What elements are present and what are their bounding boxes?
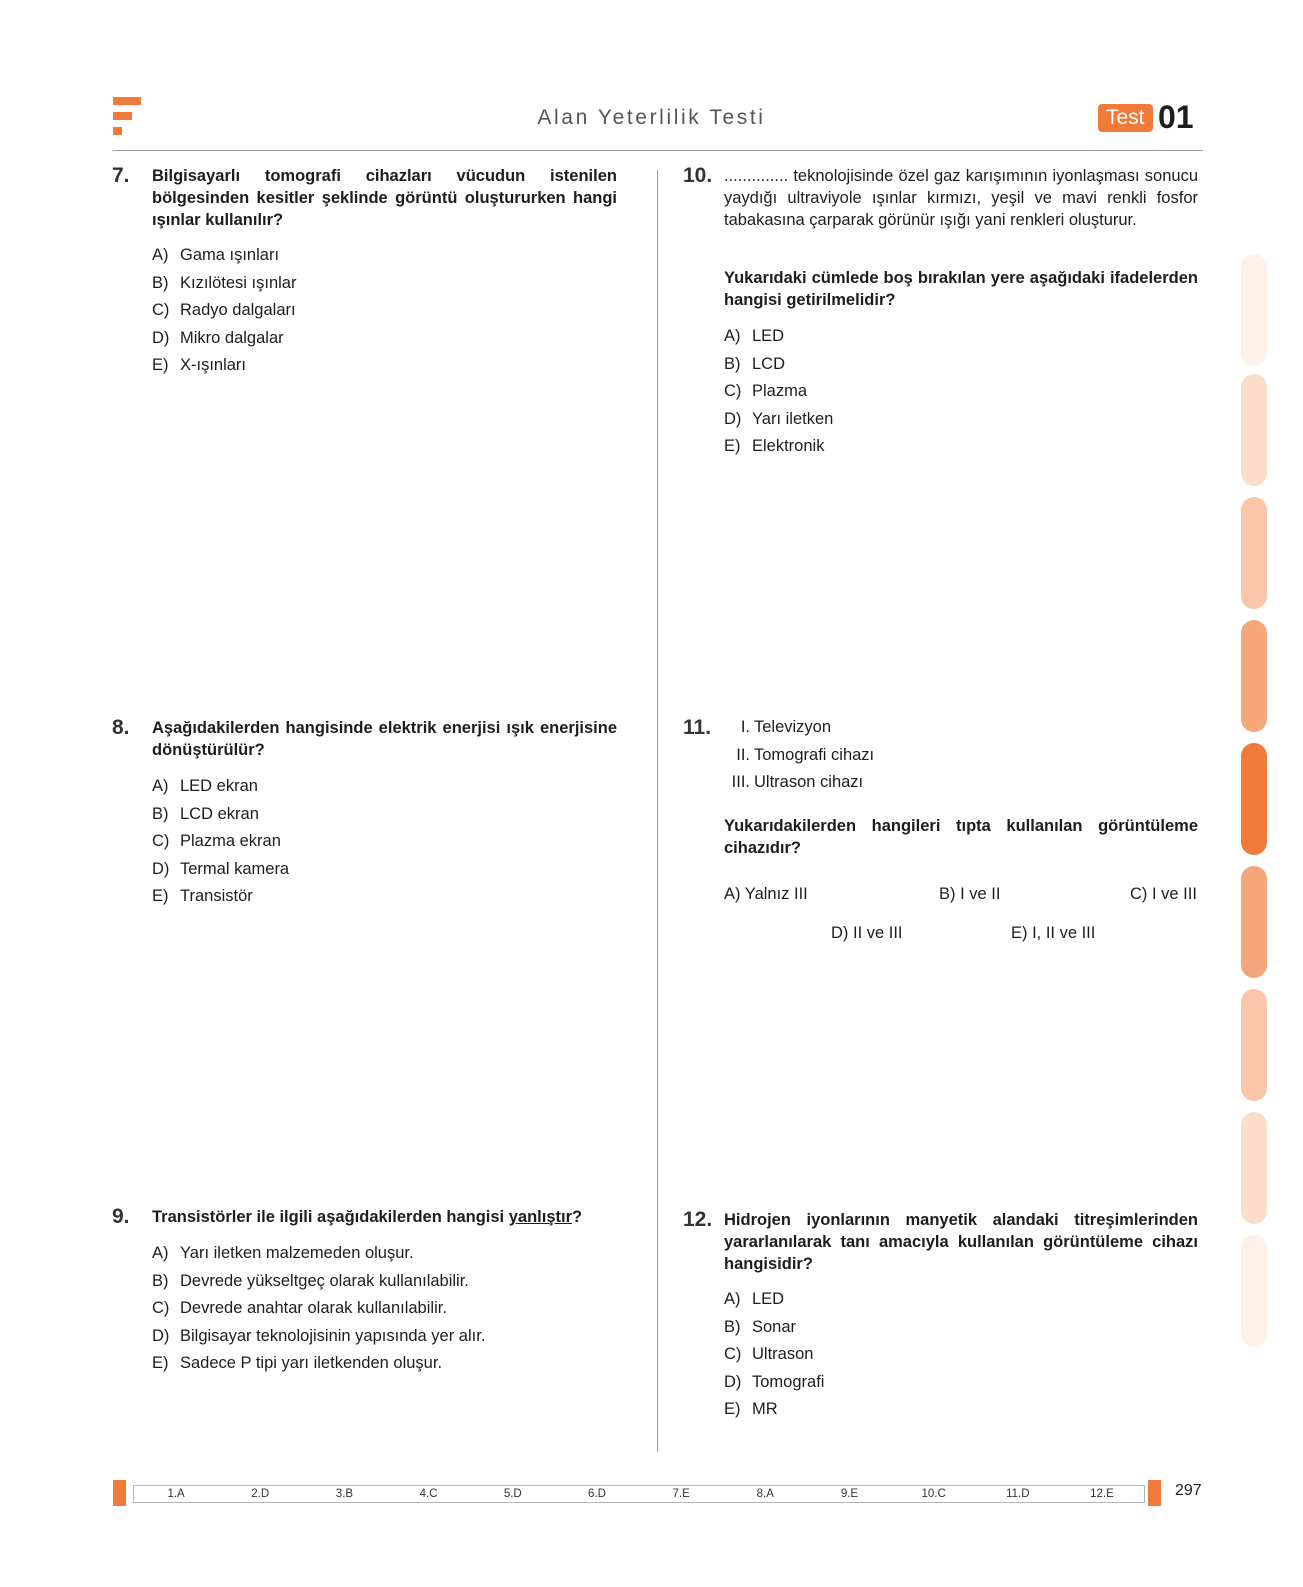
option-a[interactable]: A) Yalnız III [724,885,808,903]
option-b[interactable]: B) I ve II [939,885,1001,903]
option[interactable]: D) Tomografi [724,1372,825,1391]
statement: I. Televizyon [740,718,832,736]
option[interactable]: B) Kızılötesi ışınlar [152,273,297,292]
test-number: 01 [1158,99,1194,135]
question-12-number: 12. [683,1208,713,1231]
side-tab[interactable] [1241,1235,1267,1347]
option[interactable]: B) Devrede yükseltgeç olarak kullanılabilir. [152,1271,469,1290]
page-number: 297 [1175,1482,1202,1499]
answer-key [133,1485,1145,1503]
option[interactable]: D) Bilgisayar teknolojisinin yapısında yer alır. [152,1326,486,1345]
option[interactable]: A) Gama ışınları [152,246,280,264]
column-divider [657,170,658,1452]
option-c[interactable]: C) I ve III [1130,885,1197,903]
option[interactable]: B) LCD ekran [152,804,259,823]
question-11-stem: Yukarıdakilerden hangileri tıpta kullanılan görüntüleme cihazıdır? [724,817,1198,857]
option[interactable]: A) LED [724,1290,785,1308]
option[interactable]: E) Transistör [152,887,253,905]
answer-key-right-mark [1148,1480,1161,1506]
answer-key-item: 7.E [672,1488,690,1500]
option[interactable]: B) Sonar [724,1317,797,1336]
test-badge: Test [1098,104,1153,132]
answer-key-item: 5.D [503,1488,522,1500]
question-10-stem: Yukarıdaki cümlede boş bırakılan yere aşağıdaki ifadelerden hangisi getirilmelidir? [724,269,1198,309]
option[interactable]: D) Mikro dalgalar [152,328,284,347]
side-tab[interactable] [1241,866,1267,978]
statement: II. Tomografi cihazı [736,745,875,764]
question-10-number: 10. [683,164,713,187]
answer-key-item: 6.D [587,1488,606,1500]
negative-keyword: yanlıştır [508,1208,572,1226]
option[interactable]: C) Devrede anahtar olarak kullanılabilir. [152,1299,447,1317]
option-e[interactable]: E) I, II ve III [1011,924,1096,942]
option[interactable]: E) MR [724,1400,778,1418]
option[interactable]: C) Plazma ekran [152,832,281,850]
question-7-options [152,242,296,380]
statement: III. Ultrason cihazı [731,773,864,791]
option[interactable]: C) Plazma [724,382,808,400]
side-tab[interactable] [1241,1112,1267,1224]
logo-bar-top [113,97,141,105]
side-tab[interactable] [1241,497,1267,609]
option[interactable]: E) X-ışınları [152,356,247,374]
question-10-options [724,323,833,461]
answer-key-item: 11.D [1006,1488,1030,1500]
question-11-statements [728,714,874,797]
option[interactable]: A) LED [724,327,785,345]
answer-key-item: 10.C [921,1488,946,1500]
answer-key-item: 3.B [335,1488,354,1500]
answer-key-item: 9.E [840,1488,859,1500]
page-title: Alan Yeterlilik Testi [537,106,766,129]
option[interactable]: A) Yarı iletken malzemeden oluşur. [152,1244,414,1262]
option[interactable]: C) Radyo dalgaları [152,301,296,319]
question-12-options [724,1286,824,1424]
question-8-stem: Aşağıdakilerden hangisinde elektrik enerjisi ışık enerjisine dönüştürülür? [152,719,617,759]
answer-key-item: 2.D [251,1488,270,1500]
question-8-options [152,773,289,911]
question-12-stem: Hidrojen iyonlarının manyetik alandaki titreşimlerinden yararlanılarak tanı amacıyla kullanılan görüntüleme cihazı hangisidir? [724,1211,1198,1273]
question-9-options [152,1240,485,1378]
side-tab-active[interactable] [1241,743,1267,855]
side-tab[interactable] [1241,374,1267,486]
option[interactable]: D) Termal kamera [152,859,290,878]
header-divider [113,150,1203,151]
option[interactable]: D) Yarı iletken [724,409,834,428]
question-10-passage: .............. teknolojisinde özel gaz karışımının iyonlaşması sonucu yaydığı ultraviyole ışınlar kırmızı, yeşil ve mavi renkli fosfor tabakasına çarparak görünür ışığı yani renkleri oluşturur. [724,167,1198,229]
option[interactable]: E) Sadece P tipi yarı iletkenden oluşur. [152,1354,443,1372]
question-7-number: 7. [112,164,130,187]
option[interactable]: C) Ultrason [724,1345,814,1363]
question-7-stem: Bilgisayarlı tomografi cihazları vücudun istenilen bölgesinden kesitler şeklinde görüntü oluştururken hangi ışınlar kullanılır? [152,167,617,229]
side-tab[interactable] [1241,254,1267,366]
option[interactable]: E) Elektronik [724,437,825,455]
side-tab[interactable] [1241,620,1267,732]
question-9-stem: Transistörler ile ilgili aşağıdakilerden hangisi yanlıştır? [152,1208,583,1226]
answer-key-item: 4.C [419,1488,438,1500]
option[interactable]: B) LCD [724,354,786,373]
answer-key-left-mark [113,1480,126,1506]
question-9-number: 9. [112,1205,130,1228]
option[interactable]: A) LED ekran [152,777,258,795]
question-11-number: 11. [683,716,712,739]
side-tab[interactable] [1241,989,1267,1101]
answer-key-item: 8.A [756,1488,774,1500]
answer-key-item: 12.E [1090,1488,1114,1500]
question-8-number: 8. [112,716,130,739]
answer-key-item: 1.A [167,1488,185,1500]
option-d[interactable]: D) II ve III [831,924,903,942]
